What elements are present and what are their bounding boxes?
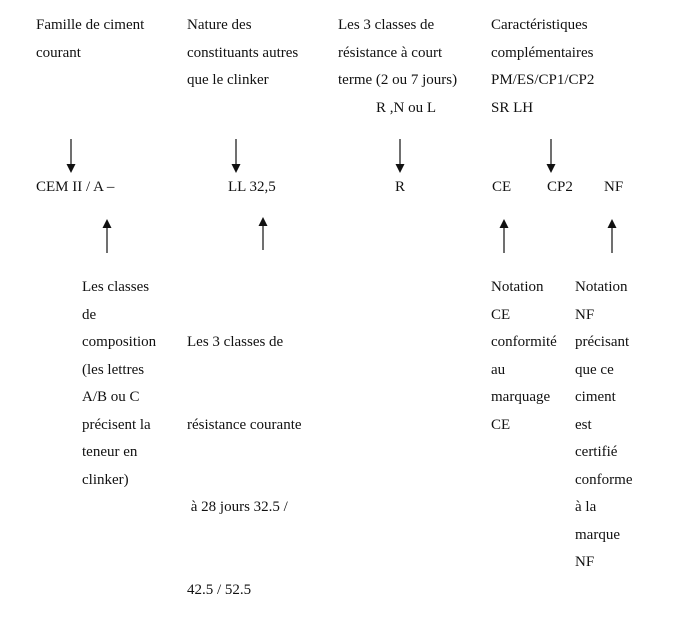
header-famille-line: Famille de ciment [36, 17, 145, 33]
header-classes-court-line: résistance à court [338, 44, 443, 61]
up-arrow-icon [103, 219, 112, 253]
note-composition [82, 274, 156, 494]
header-caracteristiques-line: complémentaires [491, 44, 594, 61]
header-caracteristiques-line: PM/ES/CP1/CP2 [491, 72, 595, 88]
code-r: R [395, 179, 406, 195]
note-notation-nf-line: est [575, 416, 592, 433]
note-notation-ce-line: CE [491, 416, 511, 433]
note-notation-nf-line: certifié [575, 444, 618, 460]
note-notation-nf-line: conforme [575, 471, 633, 488]
up-arrow-icon [259, 217, 268, 250]
header-classes-court-line: terme (2 ou 7 jours) [338, 72, 458, 88]
note-composition-line: clinker) [82, 471, 129, 488]
header-famille-line: courant [36, 44, 81, 61]
note-notation-nf-line: précisant [575, 334, 630, 350]
note-composition-line: Les classes [82, 279, 150, 295]
header-classes-court-line: Les 3 classes de [338, 17, 435, 33]
note-notation-ce [491, 274, 557, 439]
down-arrow-icon [547, 139, 556, 173]
note-composition-line: A/B ou C [82, 389, 140, 405]
note-notation-nf-line: NF [575, 306, 595, 323]
code-ce: CE [492, 179, 512, 195]
header-caracteristiques-line: SR LH [491, 99, 534, 116]
note-classes-courante-line: Les 3 classes de [187, 334, 284, 350]
note-classes-courante-line: 42.5 / 52.5 [187, 581, 252, 598]
note-classes-courante [187, 274, 302, 632]
note-notation-ce-line: conformité [491, 334, 557, 350]
up-arrow-icon [608, 219, 617, 253]
down-arrow-icon [396, 139, 405, 173]
header-nature-line: constituants autres [187, 44, 299, 61]
note-notation-ce-line: CE [491, 306, 511, 323]
note-notation-nf-line: que ce [575, 361, 614, 378]
header-nature-line: que le clinker [187, 72, 269, 88]
note-composition-line: précisent la [82, 416, 151, 433]
note-notation-nf-line: à la [575, 499, 597, 515]
note-notation-nf-line: Notation [575, 279, 628, 295]
note-composition-line: de [82, 306, 97, 323]
header-caracteristiques-line: Caractéristiques [491, 17, 588, 33]
header-classes-court-line: R ,N ou L [376, 99, 436, 116]
note-notation-ce-line: au [491, 361, 506, 378]
note-notation-nf-line: ciment [575, 389, 616, 405]
note-classes-courante-line: résistance courante [187, 416, 302, 433]
note-classes-courante-line: à 28 jours 32.5 / [187, 499, 288, 515]
code-ll: LL 32,5 [228, 179, 276, 195]
note-composition-line: (les lettres [82, 361, 145, 378]
note-notation-nf-line: marque [575, 526, 620, 543]
note-composition-line: teneur en [82, 444, 138, 460]
code-cp2: CP2 [547, 179, 573, 195]
code-cem: CEM II / A – [36, 179, 115, 195]
header-nature-line: Nature des [187, 17, 252, 33]
note-notation-nf-line: NF [575, 554, 595, 570]
down-arrow-icon [67, 139, 76, 173]
up-arrow-icon [500, 219, 509, 253]
code-nf: NF [604, 179, 624, 195]
down-arrow-icon [232, 139, 241, 173]
note-notation-nf [575, 274, 632, 577]
note-notation-ce-line: marquage [491, 389, 551, 405]
note-notation-ce-line: Notation [491, 279, 544, 295]
note-composition-line: composition [82, 334, 157, 350]
